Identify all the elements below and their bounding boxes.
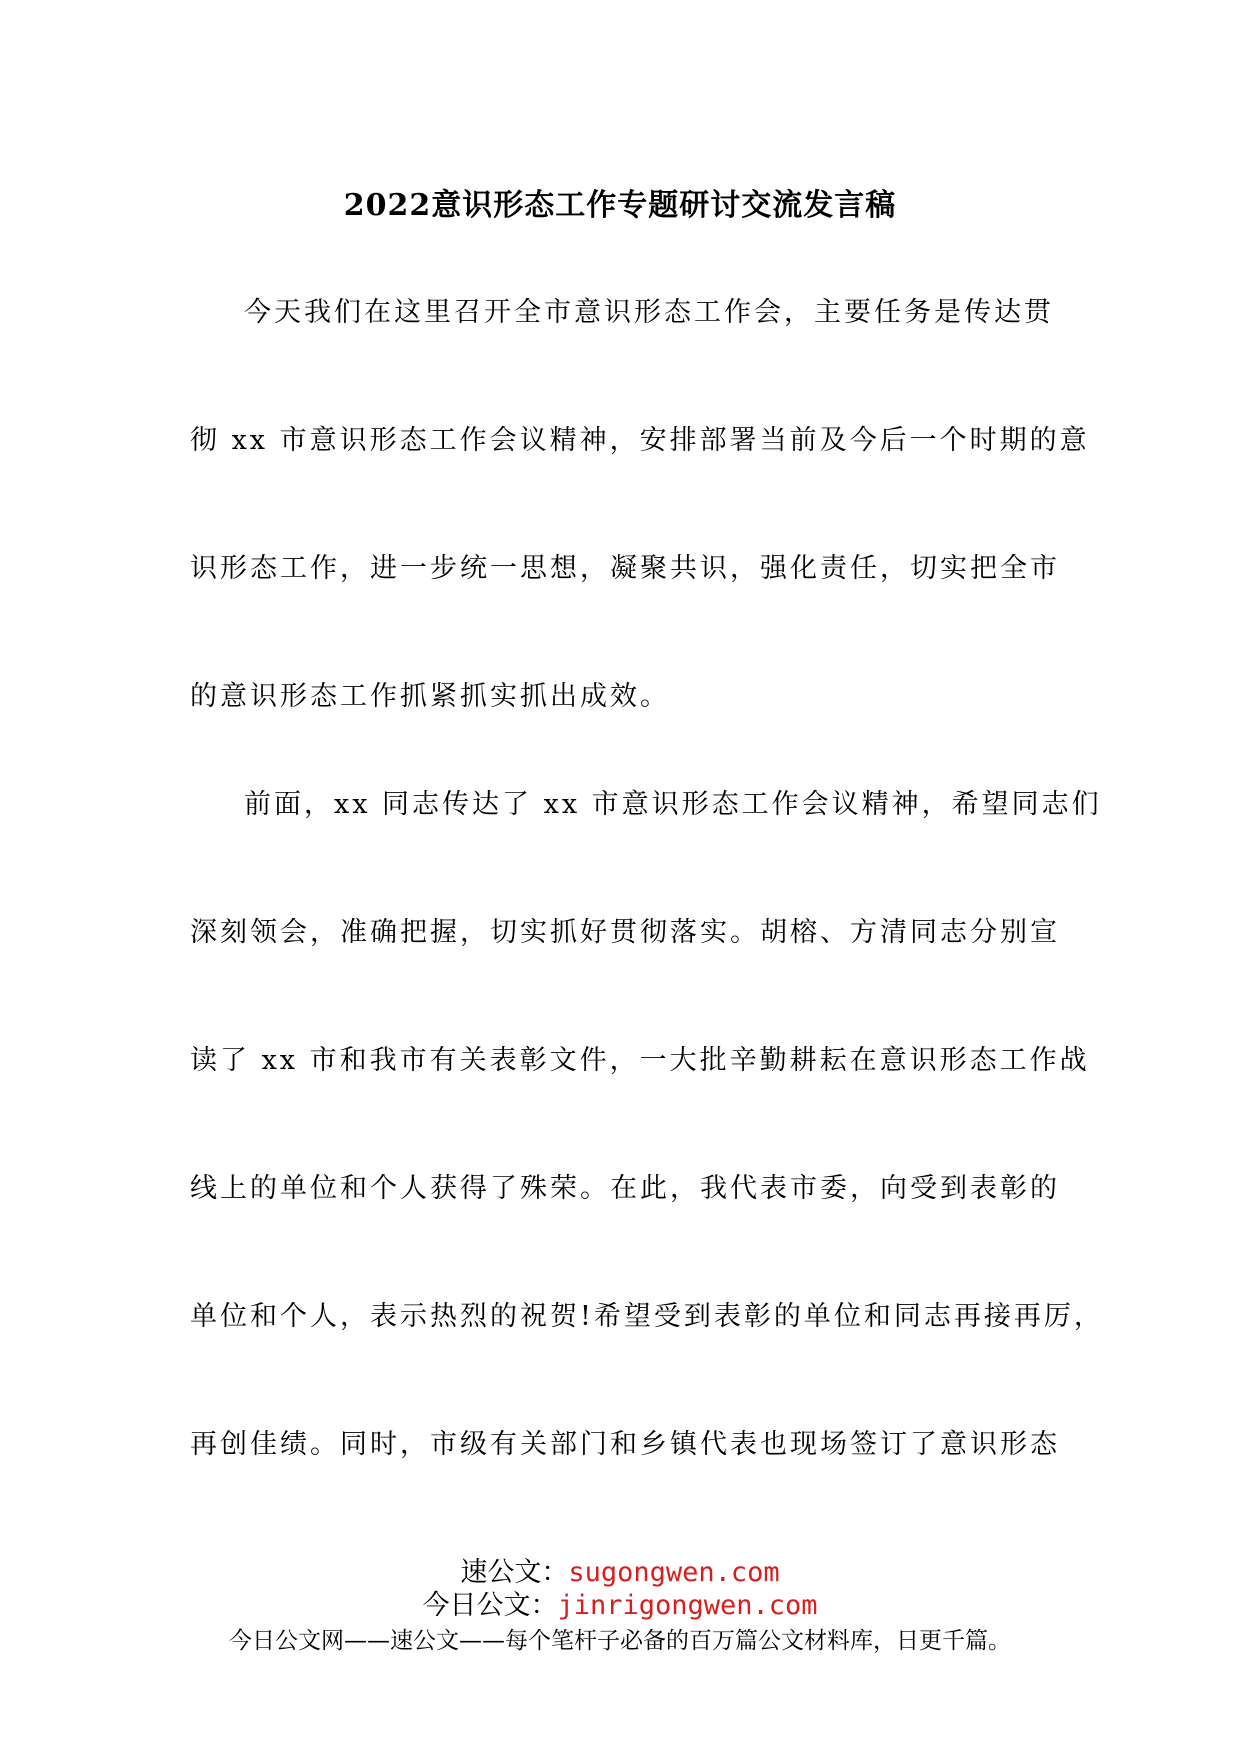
footer-site-jinrigongwen xyxy=(0,1583,1240,1622)
footer-site2-link[interactable]: jinrigongwen.com xyxy=(557,1590,818,1621)
body-line: 读了 xx 市和我市有关表彰文件，一大批辛勤耕耘在意识形态工作战 xyxy=(190,1045,1090,1076)
footer-site2-label: 今日公文： xyxy=(422,1590,558,1621)
body-line: 识形态工作，进一步统一思想，凝聚共识，强化责任，切实把全市 xyxy=(190,553,1060,584)
footer-site1-link[interactable]: sugongwen.com xyxy=(568,1557,780,1588)
body-line: 前面，xx 同志传达了 xx 市意识形态工作会议精神，希望同志们 xyxy=(244,789,1102,820)
body-line: 线上的单位和个人获得了殊荣。在此，我代表市委，向受到表彰的 xyxy=(190,1173,1060,1204)
footer-site1-label: 速公文： xyxy=(460,1557,569,1588)
body-line: 彻 xx 市意识形态工作会议精神，安排部署当前及今后一个时期的意 xyxy=(190,425,1090,456)
document-title: 2022意识形态工作专题研讨交流发言稿 xyxy=(343,188,897,223)
body-line: 今天我们在这里召开全市意识形态工作会，主要任务是传达贯 xyxy=(244,297,1054,328)
body-line: 的意识形态工作抓紧抓实抓出成效。 xyxy=(190,681,670,712)
body-line: 深刻领会，准确把握，切实抓好贯彻落实。胡榕、方清同志分别宣 xyxy=(190,917,1060,948)
footer-slogan: 今日公文网——速公文——每个笔杆子必备的百万篇公文材料库，日更千篇。 xyxy=(229,1628,1011,1654)
body-line: 单位和个人，表示热烈的祝贺!希望受到表彰的单位和同志再接再厉， xyxy=(190,1301,1104,1332)
body-line: 再创佳绩。同时，市级有关部门和乡镇代表也现场签订了意识形态 xyxy=(190,1429,1060,1460)
